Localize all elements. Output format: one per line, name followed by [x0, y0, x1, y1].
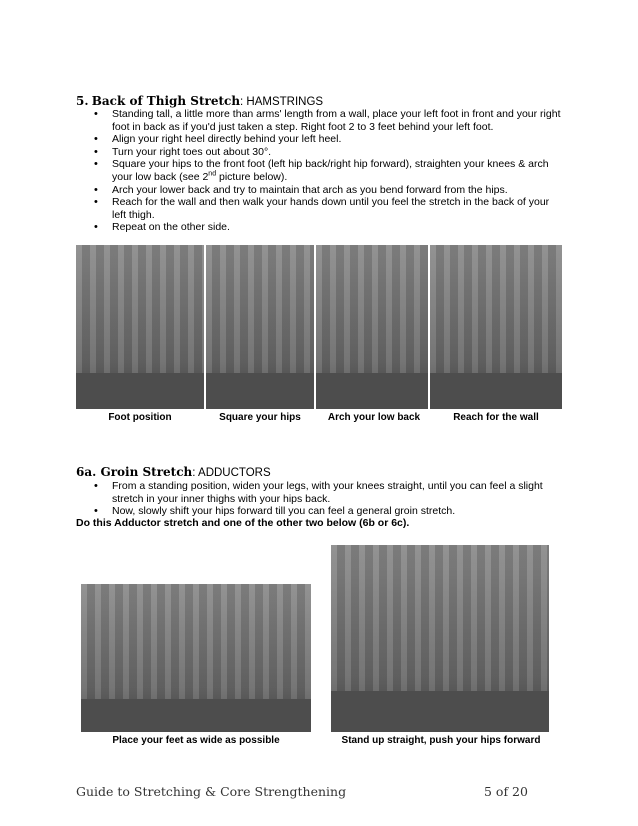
photo-feet-wide [81, 584, 311, 732]
list-item: • Repeat on the other side. [92, 221, 562, 234]
photo-foot-position [76, 245, 204, 409]
photo-square-hips [206, 245, 314, 409]
caption-arch-low-back: Arch your low back [327, 412, 421, 423]
caption-square-hips: Square your hips [219, 412, 301, 423]
list-item: • From a standing position, widen your legs, with your knees straight, until you can feel a slight stretch in your inner thighs with your hips back. [92, 480, 562, 505]
photo-hips-forward [331, 545, 549, 732]
caption-reach-wall: Reach for the wall [453, 412, 539, 423]
photo-reach-wall [430, 245, 562, 409]
section-6a-heading [76, 465, 271, 479]
section-5-name: Back of Thigh Stretch [91, 94, 241, 108]
section-6a-name: 6a. Groin Stretch [76, 465, 193, 479]
caption-foot-position: Foot position [108, 412, 172, 423]
section-6a-instructions [92, 480, 562, 518]
photo-arch-low-back [316, 245, 428, 409]
list-item: • Reach for the wall and then walk your hands down until you feel the stretch in the back of your left thigh. [92, 196, 562, 221]
list-item: • Now, slowly shift your hips forward till you can feel a general groin stretch. [92, 505, 562, 518]
section-5-number: 5. [76, 94, 89, 108]
section-5-heading [76, 94, 323, 108]
list-item: • Align your right heel directly behind your left heel. [92, 133, 562, 146]
adductor-note: Do this Adductor stretch and one of the other two below (6b or 6c). [76, 517, 410, 529]
list-item: • Standing tall, a little more than arms' length from a wall, place your left foot in front and your right foot in back as if you'd just taken a step. Right foot 2 to 3 feet behind your left foot. [92, 108, 562, 133]
section-5-instructions [92, 108, 562, 234]
list-item: • Turn your right toes out about 30°. [92, 146, 562, 159]
list-item: • Arch your lower back and try to maintain that arch as you bend forward from the hips. [92, 184, 562, 197]
section-6a-subtitle: : ADDUCTORS [192, 467, 271, 479]
caption-hips-forward: Stand up straight, push your hips forward [341, 735, 541, 746]
section-5-subtitle: : HAMSTRINGS [240, 96, 324, 108]
footer-title: Guide to Stretching & Core Strengthening [76, 784, 347, 799]
caption-feet-wide: Place your feet as wide as possible [112, 735, 280, 746]
list-item: • Square your hips to the front foot (left hip back/right hip forward), straighten your knees & arch your low back (see 2nd picture below). [92, 158, 562, 183]
footer-page-number: 5 of 20 [484, 784, 528, 799]
